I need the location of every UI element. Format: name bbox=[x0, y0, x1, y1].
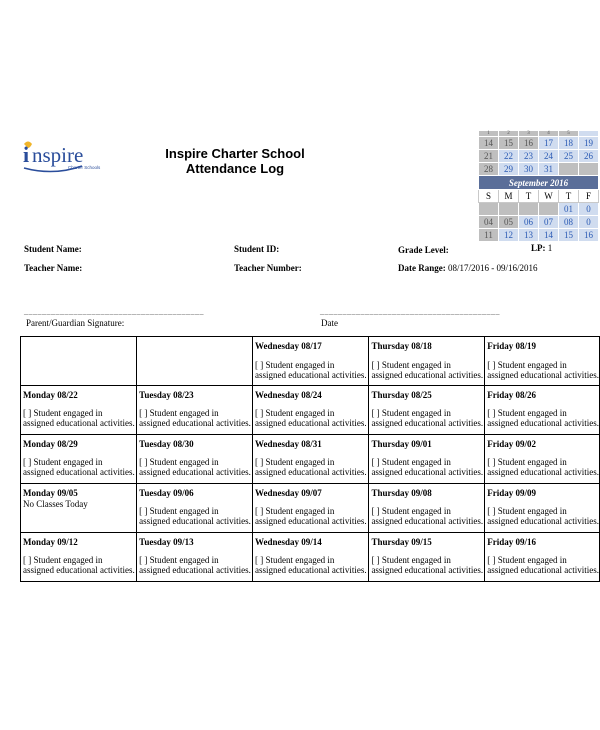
no-classes-note: No Classes Today bbox=[23, 499, 88, 509]
cal-day: 26 bbox=[579, 150, 599, 163]
day-cell[interactable] bbox=[21, 533, 137, 582]
day-label: Thursday 09/08 bbox=[371, 488, 432, 498]
cal-day bbox=[479, 203, 499, 216]
cal-dow: W bbox=[539, 190, 559, 203]
day-label: Wednesday 08/31 bbox=[254, 439, 322, 449]
teacher-name-label: Teacher Name: bbox=[24, 263, 83, 273]
day-label: Tuesday 08/30 bbox=[139, 439, 194, 449]
lp-value: 1 bbox=[547, 243, 553, 253]
table-row bbox=[21, 337, 600, 386]
activity-checkbox[interactable]: [ ] Student engaged in bbox=[487, 408, 567, 418]
activity-checkbox[interactable]: [ ] Student engaged in bbox=[371, 457, 451, 467]
table-row bbox=[21, 386, 600, 435]
day-label: Thursday 09/15 bbox=[371, 537, 432, 547]
day-cell[interactable] bbox=[485, 533, 600, 582]
activity-checkbox[interactable]: [ ] Student engaged in bbox=[254, 555, 335, 565]
day-label: Thursday 08/25 bbox=[371, 390, 432, 400]
cal-day bbox=[499, 203, 519, 216]
date-range-label: Date Range: bbox=[398, 263, 446, 273]
cal-day: 11 bbox=[479, 229, 499, 242]
cal-day: 14 bbox=[479, 137, 499, 150]
lp-field bbox=[531, 243, 552, 253]
cal-dow: F bbox=[579, 190, 599, 203]
day-cell[interactable] bbox=[137, 435, 253, 484]
lp-label: LP: bbox=[531, 243, 546, 253]
cal-day: 15 bbox=[499, 137, 519, 150]
cal-day: 05 bbox=[499, 216, 519, 229]
activity-text: assigned educational activities. bbox=[487, 467, 599, 477]
cal-top-cell: 1 bbox=[479, 131, 499, 137]
page-title: Inspire Charter School bbox=[165, 146, 305, 161]
cal-day: 22 bbox=[499, 150, 519, 163]
activity-text: assigned educational activities. bbox=[371, 516, 484, 526]
cal-day bbox=[559, 163, 579, 176]
day-cell[interactable] bbox=[137, 533, 253, 582]
activity-text: assigned educational activities. bbox=[254, 516, 367, 526]
cal-day: 28 bbox=[479, 163, 499, 176]
day-label: Tuesday 08/23 bbox=[139, 390, 194, 400]
day-label: Friday 09/02 bbox=[487, 439, 536, 449]
day-cell[interactable] bbox=[252, 435, 368, 484]
activity-checkbox[interactable]: [ ] Student engaged in bbox=[487, 506, 567, 516]
student-name-label: Student Name: bbox=[24, 244, 82, 254]
cal-day: 29 bbox=[499, 163, 519, 176]
day-cell[interactable] bbox=[369, 533, 485, 582]
activity-text: assigned educational activities. bbox=[23, 418, 135, 428]
activity-text: assigned educational activities. bbox=[254, 418, 367, 428]
school-logo bbox=[20, 138, 110, 178]
activity-checkbox[interactable]: [ ] Student engaged in bbox=[23, 457, 103, 467]
day-cell[interactable] bbox=[252, 386, 368, 435]
student-id-label: Student ID: bbox=[234, 244, 280, 254]
parent-signature-label: Parent/Guardian Signature: bbox=[26, 318, 125, 328]
activity-text: assigned educational activities. bbox=[139, 565, 251, 575]
day-label: Monday 09/05 bbox=[23, 488, 78, 498]
activity-checkbox[interactable]: [ ] Student engaged in bbox=[139, 555, 219, 565]
activity-text: assigned educational activities. bbox=[23, 467, 135, 477]
day-label: Friday 09/09 bbox=[487, 488, 536, 498]
day-cell[interactable] bbox=[137, 386, 253, 435]
cal-day: 13 bbox=[519, 229, 539, 242]
day-label: Tuesday 09/13 bbox=[139, 537, 194, 547]
day-label: Thursday 09/01 bbox=[371, 439, 432, 449]
cal-month-label: September 2016 bbox=[479, 176, 599, 190]
cal-day: 24 bbox=[539, 150, 559, 163]
day-cell[interactable] bbox=[252, 484, 368, 533]
day-label: Wednesday 08/24 bbox=[254, 390, 322, 400]
cal-day bbox=[519, 203, 539, 216]
cal-day: 0 bbox=[579, 203, 599, 216]
day-cell[interactable] bbox=[485, 435, 600, 484]
date-range-value: 08/17/2016 - 09/16/2016 bbox=[448, 263, 538, 273]
day-label: Monday 08/22 bbox=[23, 390, 78, 400]
day-cell[interactable] bbox=[21, 386, 137, 435]
mini-calendar bbox=[478, 130, 599, 242]
cal-day: 19 bbox=[579, 137, 599, 150]
day-cell[interactable] bbox=[137, 484, 253, 533]
day-cell bbox=[137, 337, 253, 386]
cal-dow: T bbox=[519, 190, 539, 203]
cal-day: 16 bbox=[579, 229, 599, 242]
page-subtitle: Attendance Log bbox=[185, 161, 285, 176]
day-label: Wednesday 09/07 bbox=[254, 488, 322, 498]
activity-checkbox[interactable]: [ ] Student engaged in bbox=[23, 555, 103, 565]
activity-text: assigned educational activities. bbox=[371, 418, 484, 428]
table-row bbox=[21, 484, 600, 533]
cal-day: 14 bbox=[539, 229, 559, 242]
date-range-field bbox=[398, 263, 538, 273]
activity-text: assigned educational activities. bbox=[139, 418, 251, 428]
day-label: Monday 08/29 bbox=[23, 439, 78, 449]
teacher-number-label: Teacher Number: bbox=[234, 263, 302, 273]
day-label: Friday 08/26 bbox=[487, 390, 536, 400]
activity-checkbox[interactable]: [ ] Student engaged in bbox=[23, 408, 103, 418]
cal-day bbox=[539, 203, 559, 216]
signature-date-label: Date bbox=[321, 318, 338, 328]
activity-checkbox[interactable]: [ ] Student engaged in bbox=[487, 555, 567, 565]
day-cell bbox=[21, 484, 137, 533]
cal-day: 16 bbox=[519, 137, 539, 150]
cal-day: 23 bbox=[519, 150, 539, 163]
logo-tagline: Charter Schools bbox=[68, 165, 101, 170]
activity-checkbox[interactable]: [ ] Student engaged in bbox=[254, 408, 335, 418]
cal-top-cell: 2 bbox=[499, 131, 519, 137]
cal-day: 21 bbox=[479, 150, 499, 163]
cal-day: 31 bbox=[539, 163, 559, 176]
day-cell[interactable] bbox=[21, 435, 137, 484]
table-row bbox=[21, 435, 600, 484]
activity-text: assigned educational activities. bbox=[487, 370, 599, 380]
cal-top-cell: 5 bbox=[559, 131, 579, 137]
day-label: Friday 08/19 bbox=[487, 341, 536, 351]
day-label: Wednesday 09/14 bbox=[254, 537, 322, 547]
cal-top-cell: 4 bbox=[539, 131, 559, 137]
cal-day: 08 bbox=[559, 216, 579, 229]
cal-day: 15 bbox=[559, 229, 579, 242]
activity-checkbox[interactable]: [ ] Student engaged in bbox=[371, 360, 451, 370]
cal-dow: S bbox=[479, 190, 499, 203]
activity-checkbox[interactable]: [ ] Student engaged in bbox=[254, 360, 335, 370]
cal-day: 17 bbox=[539, 137, 559, 150]
svg-text:i: i bbox=[23, 142, 30, 167]
activity-checkbox[interactable]: [ ] Student engaged in bbox=[139, 457, 219, 467]
cal-day: 18 bbox=[559, 137, 579, 150]
activity-text: assigned educational activities. bbox=[371, 370, 484, 380]
activity-checkbox[interactable]: [ ] Student engaged in bbox=[139, 408, 219, 418]
day-label: Wednesday 08/17 bbox=[254, 341, 322, 351]
cal-day: 06 bbox=[519, 216, 539, 229]
cal-day: 07 bbox=[539, 216, 559, 229]
logo-wordmark: nspire bbox=[32, 143, 84, 167]
day-label: Monday 09/12 bbox=[23, 537, 78, 547]
day-cell[interactable] bbox=[485, 337, 600, 386]
cal-day bbox=[579, 163, 599, 176]
activity-checkbox[interactable]: [ ] Student engaged in bbox=[371, 506, 451, 516]
cal-day: 30 bbox=[519, 163, 539, 176]
attendance-table bbox=[20, 336, 600, 582]
activity-text: assigned educational activities. bbox=[487, 565, 599, 575]
activity-text: assigned educational activities. bbox=[254, 467, 367, 477]
day-cell[interactable] bbox=[369, 386, 485, 435]
activity-checkbox[interactable]: [ ] Student engaged in bbox=[254, 506, 335, 516]
activity-checkbox[interactable]: [ ] Student engaged in bbox=[487, 360, 567, 370]
table-row bbox=[21, 533, 600, 582]
grade-level-label: Grade Level: bbox=[398, 245, 449, 255]
day-cell bbox=[21, 337, 137, 386]
activity-checkbox[interactable]: [ ] Student engaged in bbox=[371, 555, 451, 565]
cal-dow: M bbox=[499, 190, 519, 203]
activity-text: assigned educational activities. bbox=[371, 565, 484, 575]
activity-text: assigned educational activities. bbox=[23, 565, 135, 575]
activity-text: assigned educational activities. bbox=[254, 370, 367, 380]
cal-day: 12 bbox=[499, 229, 519, 242]
parent-signature-line: ________________________________________ bbox=[24, 307, 204, 316]
date-signature-line: ________________________________________ bbox=[320, 307, 500, 316]
cal-day: 0 bbox=[579, 216, 599, 229]
day-cell[interactable] bbox=[252, 533, 368, 582]
day-cell[interactable] bbox=[369, 435, 485, 484]
activity-text: assigned educational activities. bbox=[139, 516, 251, 526]
day-label: Thursday 08/18 bbox=[371, 341, 432, 351]
activity-text: assigned educational activities. bbox=[254, 565, 367, 575]
activity-checkbox[interactable]: [ ] Student engaged in bbox=[139, 506, 219, 516]
activity-checkbox[interactable]: [ ] Student engaged in bbox=[254, 457, 335, 467]
day-cell[interactable] bbox=[485, 484, 600, 533]
day-label: Tuesday 09/06 bbox=[139, 488, 194, 498]
activity-text: assigned educational activities. bbox=[487, 418, 599, 428]
day-cell[interactable] bbox=[369, 484, 485, 533]
cal-dow: T bbox=[559, 190, 579, 203]
cal-top-cell: 3 bbox=[519, 131, 539, 137]
activity-text: assigned educational activities. bbox=[371, 467, 484, 477]
day-label: Friday 09/16 bbox=[487, 537, 536, 547]
cal-day: 01 bbox=[559, 203, 579, 216]
cal-day: 04 bbox=[479, 216, 499, 229]
day-cell[interactable] bbox=[485, 386, 600, 435]
day-cell[interactable] bbox=[252, 337, 368, 386]
day-cell[interactable] bbox=[369, 337, 485, 386]
cal-day: 25 bbox=[559, 150, 579, 163]
activity-text: assigned educational activities. bbox=[487, 516, 599, 526]
activity-text: assigned educational activities. bbox=[139, 467, 251, 477]
activity-checkbox[interactable]: [ ] Student engaged in bbox=[371, 408, 451, 418]
activity-checkbox[interactable]: [ ] Student engaged in bbox=[487, 457, 567, 467]
